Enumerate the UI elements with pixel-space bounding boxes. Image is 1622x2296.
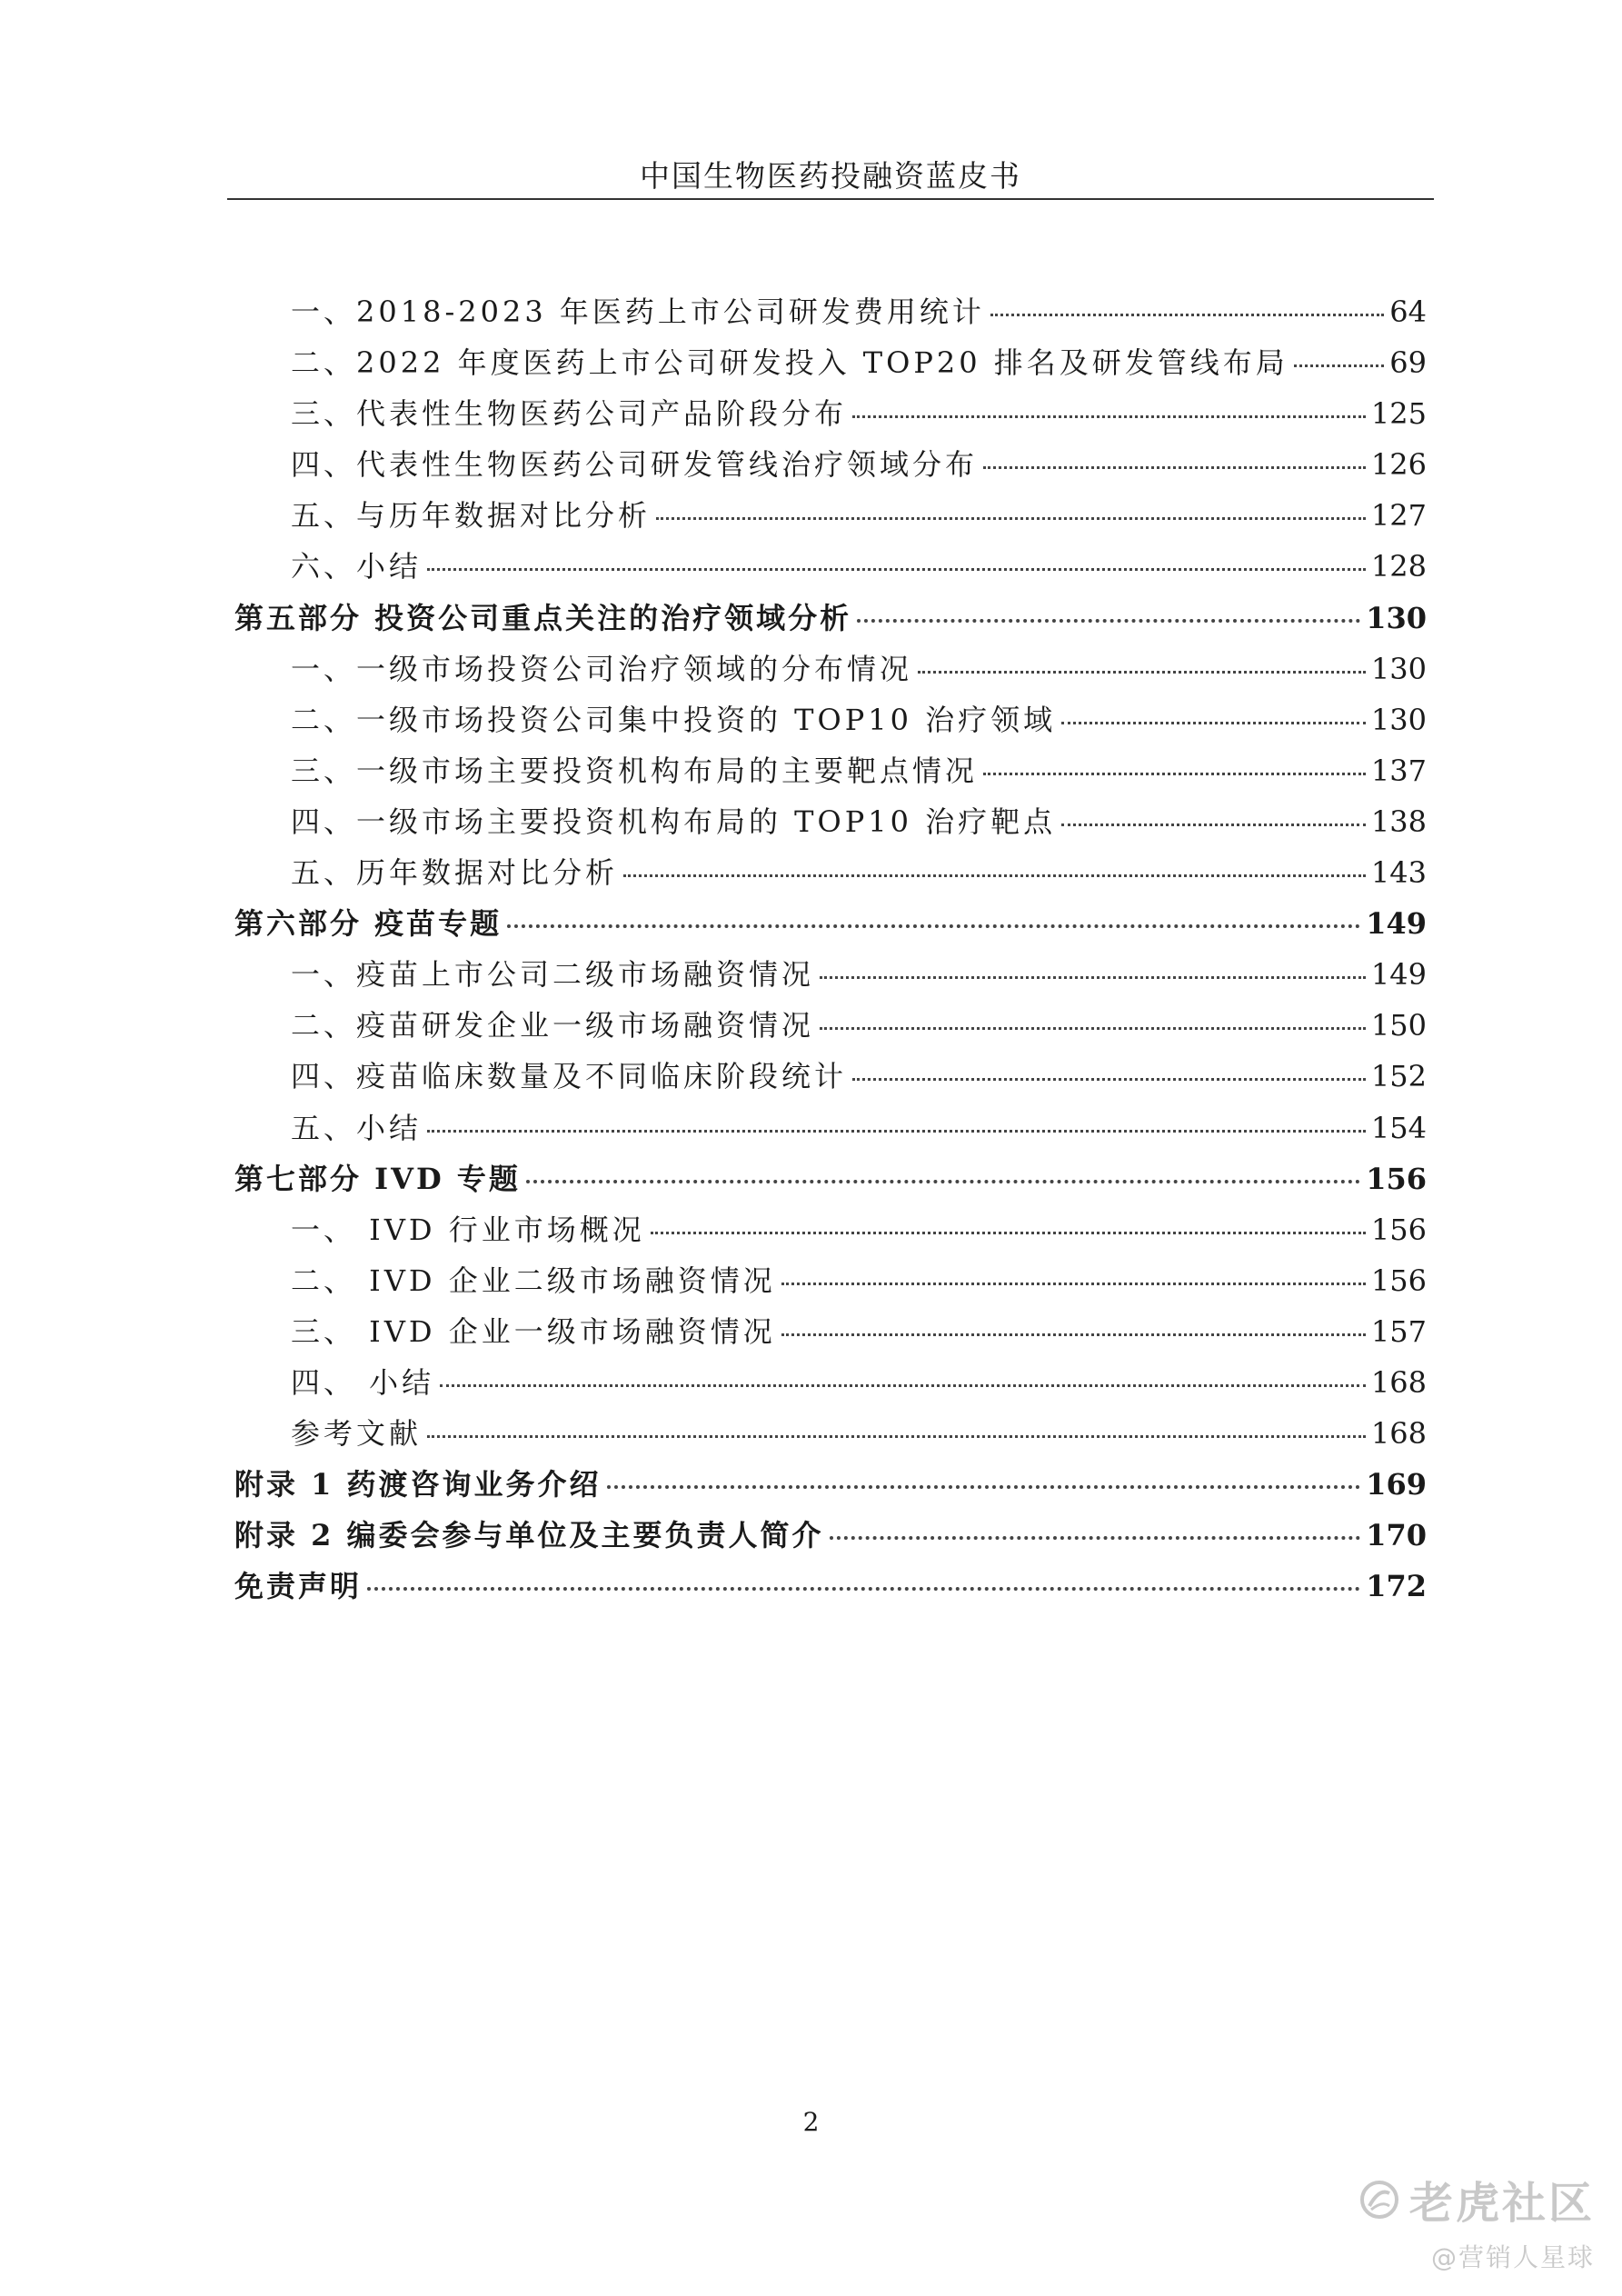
toc-leader-dots	[820, 1027, 1366, 1030]
toc-part-entry[interactable]	[234, 901, 1427, 952]
tiger-community-logo-icon	[1358, 2179, 1400, 2221]
toc-entry-title: 四、 小结	[291, 1364, 435, 1400]
toc-leader-dots	[820, 976, 1366, 979]
toc-entry-page: 168	[1370, 1416, 1427, 1452]
toc-entry-page: 130	[1370, 702, 1427, 737]
toc-section-entry[interactable]	[234, 493, 1427, 544]
toc-entry-title: 三、一级市场主要投资机构布局的主要靶点情况	[291, 753, 979, 788]
toc-entry-page: 143	[1370, 855, 1427, 891]
toc-part-entry[interactable]	[234, 595, 1427, 646]
watermark-handle: @营销人星球	[1430, 2242, 1595, 2272]
toc-entry-title: 一、2018-2023 年医药上市公司研发费用统计	[291, 294, 985, 329]
toc-entry-page: 127	[1370, 498, 1427, 534]
running-header: 中国生物医药投融资蓝皮书	[640, 158, 1021, 194]
toc-section-entry[interactable]	[234, 391, 1427, 442]
toc-part-entry[interactable]	[234, 1563, 1427, 1614]
toc-entry-title: 二、 IVD 企业二级市场融资情况	[291, 1263, 776, 1298]
toc-section-entry[interactable]	[234, 1411, 1427, 1462]
toc-entry-page: 156	[1366, 1161, 1427, 1196]
toc-section-entry[interactable]	[234, 1003, 1427, 1053]
toc-section-entry[interactable]	[234, 340, 1427, 391]
page-number: 2	[802, 2107, 820, 2137]
toc-entry-page: 169	[1366, 1467, 1427, 1502]
toc-section-entry[interactable]	[234, 1053, 1427, 1104]
toc-entry-page: 137	[1370, 753, 1427, 788]
toc-entry-title: 五、历年数据对比分析	[291, 855, 619, 891]
toc-entry-page: 156	[1370, 1212, 1427, 1247]
toc-part-entry[interactable]	[234, 1512, 1427, 1563]
toc-entry-page: 149	[1366, 906, 1427, 942]
toc-entry-page: 64	[1389, 294, 1427, 329]
toc-leader-dots	[1061, 722, 1366, 724]
toc-entry-page: 149	[1370, 957, 1427, 993]
toc-section-entry[interactable]	[234, 646, 1427, 697]
toc-entry-page: 150	[1370, 1008, 1427, 1043]
toc-leader-dots	[1294, 364, 1384, 367]
toc-leader-dots	[427, 568, 1366, 571]
toc-entry-title: 一、 IVD 行业市场概况	[291, 1212, 645, 1247]
toc-entry-page: 130	[1366, 600, 1427, 635]
table-of-contents	[234, 289, 1427, 1614]
toc-leader-dots	[852, 1078, 1366, 1081]
toc-entry-page: 170	[1366, 1518, 1427, 1553]
toc-entry-page: 172	[1366, 1569, 1427, 1604]
toc-leader-dots	[440, 1384, 1366, 1387]
toc-entry-title: 一、疫苗上市公司二级市场融资情况	[291, 957, 815, 993]
toc-entry-title: 二、疫苗研发企业一级市场融资情况	[291, 1008, 815, 1043]
toc-entry-title: 四、疫苗临床数量及不同临床阶段统计	[291, 1059, 848, 1094]
toc-section-entry[interactable]	[234, 1258, 1427, 1309]
toc-part-entry[interactable]	[234, 1462, 1427, 1512]
toc-section-entry[interactable]	[234, 748, 1427, 799]
toc-entry-title: 附录 2 编委会参与单位及主要负责人简介	[234, 1518, 824, 1553]
toc-leader-dots	[830, 1536, 1361, 1540]
toc-entry-page: 128	[1370, 549, 1427, 584]
toc-section-entry[interactable]	[234, 1360, 1427, 1411]
toc-entry-page: 156	[1370, 1263, 1427, 1298]
header-rule	[227, 198, 1434, 200]
toc-leader-dots	[918, 671, 1366, 674]
toc-entry-page: 126	[1370, 447, 1427, 483]
toc-leader-dots	[651, 1232, 1366, 1234]
toc-leader-dots	[852, 415, 1366, 418]
toc-leader-dots	[656, 517, 1366, 520]
toc-entry-page: 168	[1370, 1364, 1427, 1400]
toc-leader-dots	[427, 1130, 1366, 1133]
watermark	[1358, 2168, 1595, 2274]
toc-leader-dots	[781, 1333, 1366, 1336]
toc-leader-dots	[1061, 824, 1366, 826]
toc-entry-title: 二、2022 年度医药上市公司研发投入 TOP20 排名及研发管线布局	[291, 345, 1289, 381]
toc-section-entry[interactable]	[234, 544, 1427, 594]
toc-entry-page: 69	[1389, 345, 1427, 381]
toc-leader-dots	[983, 466, 1366, 469]
toc-section-entry[interactable]	[234, 442, 1427, 493]
toc-section-entry[interactable]	[234, 697, 1427, 748]
toc-leader-dots	[983, 773, 1366, 775]
toc-entry-title: 一、一级市场投资公司治疗领域的分布情况	[291, 651, 913, 686]
toc-entry-title: 附录 1 药渡咨询业务介绍	[234, 1467, 602, 1502]
toc-leader-dots	[781, 1283, 1366, 1285]
toc-leader-dots	[367, 1587, 1360, 1591]
toc-entry-title: 五、小结	[291, 1110, 423, 1145]
toc-entry-title: 免责声明	[234, 1569, 363, 1604]
toc-entry-page: 154	[1370, 1110, 1427, 1145]
toc-entry-title: 第六部分 疫苗专题	[234, 906, 503, 942]
toc-section-entry[interactable]	[234, 850, 1427, 901]
toc-entry-title: 四、一级市场主要投资机构布局的 TOP10 治疗靶点	[291, 804, 1057, 839]
toc-leader-dots	[427, 1435, 1366, 1438]
toc-part-entry[interactable]	[234, 1156, 1427, 1207]
watermark-brand: 老虎社区	[1408, 2178, 1595, 2229]
toc-entry-title: 第五部分 投资公司重点关注的治疗领域分析	[234, 600, 852, 635]
toc-entry-title: 五、与历年数据对比分析	[291, 498, 652, 534]
toc-entry-title: 二、一级市场投资公司集中投资的 TOP10 治疗领域	[291, 702, 1057, 737]
toc-entry-page: 157	[1370, 1313, 1427, 1349]
toc-entry-title: 三、代表性生物医药公司产品阶段分布	[291, 396, 848, 432]
toc-entry-title: 三、 IVD 企业一级市场融资情况	[291, 1313, 776, 1349]
toc-leader-dots	[623, 874, 1366, 877]
toc-leader-dots	[607, 1485, 1361, 1489]
toc-entry-title: 参考文献	[291, 1416, 423, 1452]
toc-section-entry[interactable]	[234, 1309, 1427, 1360]
toc-entry-title: 四、代表性生物医药公司研发管线治疗领域分布	[291, 447, 979, 483]
toc-section-entry[interactable]	[234, 952, 1427, 1003]
toc-entry-title: 第七部分 IVD 专题	[234, 1161, 521, 1196]
toc-leader-dots	[507, 924, 1360, 928]
toc-leader-dots	[990, 314, 1384, 316]
toc-entry-page: 130	[1370, 651, 1427, 686]
toc-leader-dots	[526, 1180, 1360, 1183]
toc-entry-page: 138	[1370, 804, 1427, 839]
toc-section-entry[interactable]	[234, 1207, 1427, 1258]
toc-entry-page: 152	[1370, 1059, 1427, 1094]
toc-section-entry[interactable]	[234, 289, 1427, 340]
toc-section-entry[interactable]	[234, 1105, 1427, 1156]
toc-entry-title: 六、小结	[291, 549, 423, 584]
toc-leader-dots	[857, 619, 1360, 623]
toc-entry-page: 125	[1370, 396, 1427, 432]
toc-section-entry[interactable]	[234, 799, 1427, 850]
